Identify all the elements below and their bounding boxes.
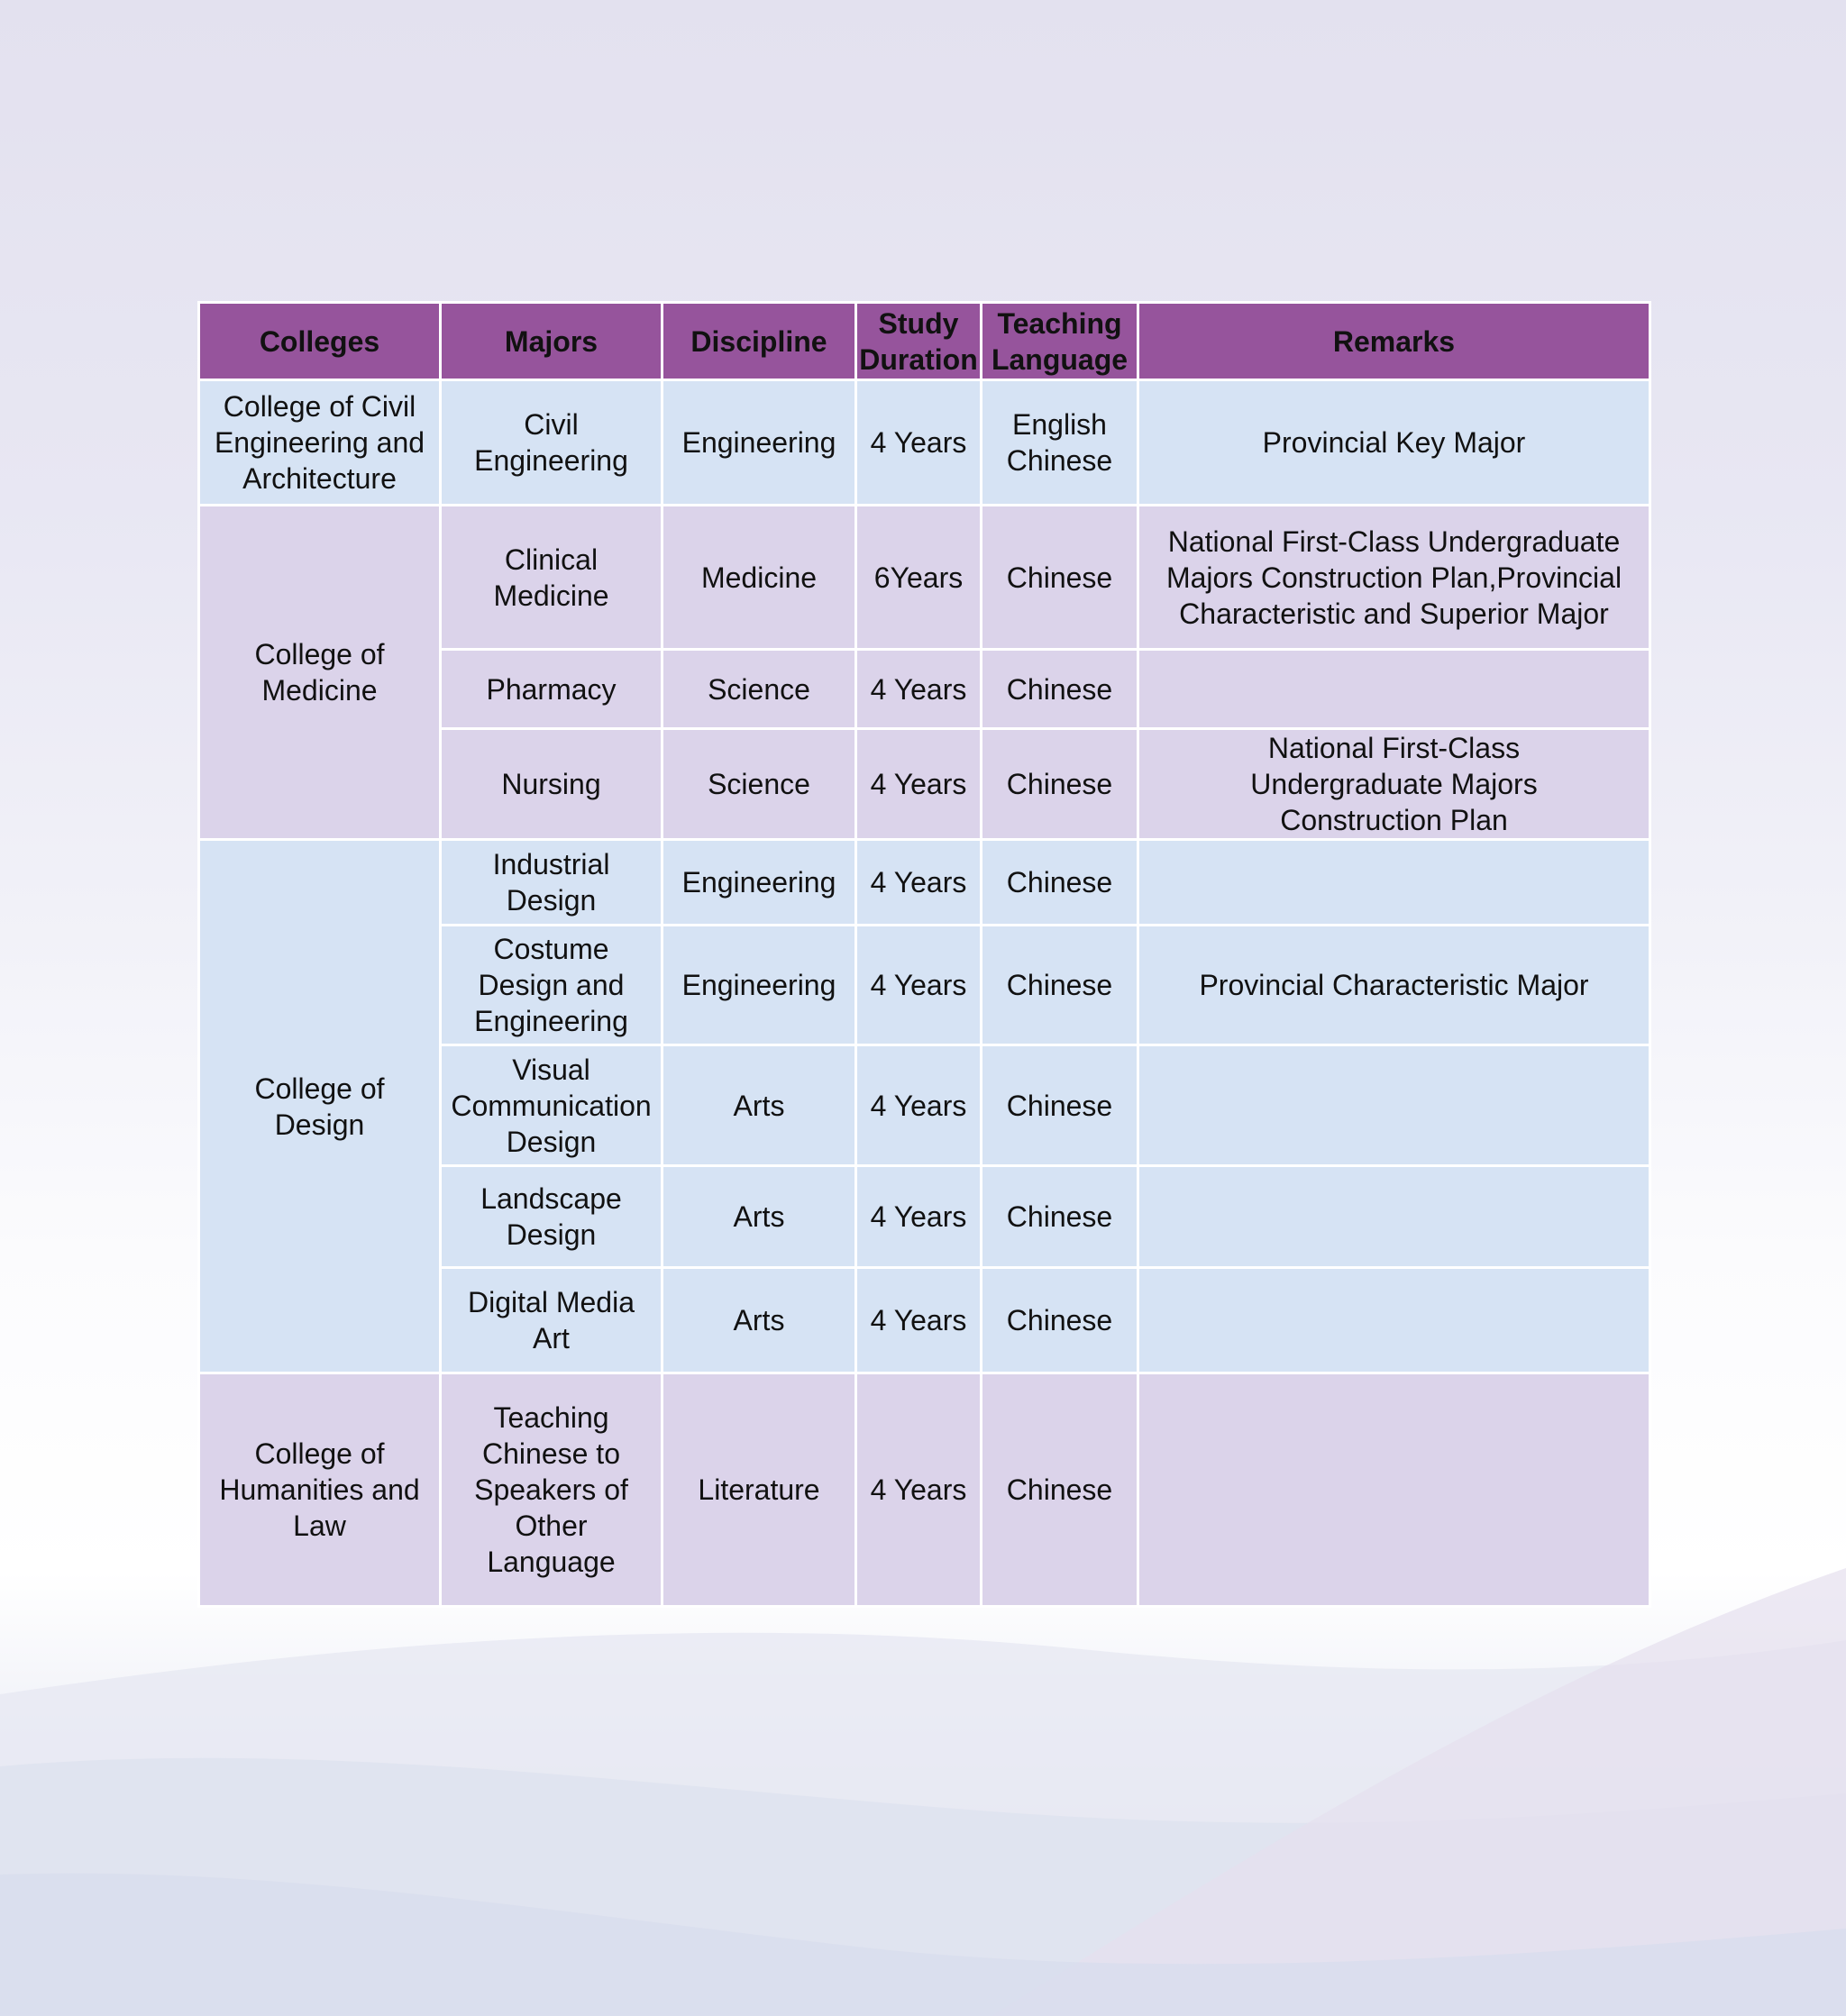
- duration-cell: 4 Years: [856, 840, 982, 926]
- major-cell: Teaching Chinese to Speakers of Other Language: [441, 1373, 663, 1607]
- duration-cell: 4 Years: [856, 380, 982, 506]
- duration-cell: 4 Years: [856, 1166, 982, 1268]
- college-name: College of Medicine: [254, 638, 385, 707]
- language-cell: Chinese: [982, 650, 1138, 729]
- duration-cell: 4 Years: [856, 926, 982, 1045]
- language-cell: Chinese: [982, 926, 1138, 1045]
- major-cell: Costume Design and Engineering: [441, 926, 663, 1045]
- remarks-cell: Provincial Key Major: [1138, 380, 1650, 506]
- remarks-cell: [1138, 1373, 1650, 1607]
- major-cell: Visual Communication Design: [441, 1045, 663, 1166]
- remarks-cell: [1138, 650, 1650, 729]
- major-cell: Civil Engineering: [441, 380, 663, 506]
- majors-table: [197, 301, 1651, 1608]
- college-name: College of Humanities and Law: [219, 1437, 420, 1542]
- college-cell: [199, 506, 441, 840]
- header-study-duration: Study Duration: [856, 303, 982, 380]
- discipline-cell: Science: [663, 650, 856, 729]
- duration-cell: 4 Years: [856, 1268, 982, 1373]
- college-cell: [199, 380, 441, 506]
- duration-cell: 4 Years: [856, 1373, 982, 1607]
- major-cell: Digital Media Art: [441, 1268, 663, 1373]
- discipline-cell: Medicine: [663, 506, 856, 650]
- discipline-cell: Literature: [663, 1373, 856, 1607]
- discipline-cell: Arts: [663, 1045, 856, 1166]
- major-cell: Industrial Design: [441, 840, 663, 926]
- language-cell: Chinese: [982, 506, 1138, 650]
- remarks-cell: Provincial Characteristic Major: [1138, 926, 1650, 1045]
- discipline-cell: Arts: [663, 1166, 856, 1268]
- major-cell: Landscape Design: [441, 1166, 663, 1268]
- remarks-cell: [1138, 1045, 1650, 1166]
- table-row: [199, 1373, 1650, 1607]
- language-cell: English Chinese: [982, 380, 1138, 506]
- language-cell: Chinese: [982, 1268, 1138, 1373]
- remarks-cell: [1138, 1268, 1650, 1373]
- language-cell: Chinese: [982, 840, 1138, 926]
- header-colleges: Colleges: [199, 303, 441, 380]
- language-cell: Chinese: [982, 1045, 1138, 1166]
- remarks-cell: National First-Class Undergraduate Majors Construction Plan: [1138, 729, 1650, 840]
- header-discipline: Discipline: [663, 303, 856, 380]
- table-row: [199, 380, 1650, 506]
- discipline-cell: Engineering: [663, 926, 856, 1045]
- major-cell: Nursing: [441, 729, 663, 840]
- duration-cell: 4 Years: [856, 650, 982, 729]
- header-teaching-language: Teaching Language: [982, 303, 1138, 380]
- language-cell: Chinese: [982, 1166, 1138, 1268]
- discipline-cell: Arts: [663, 1268, 856, 1373]
- duration-cell: 4 Years: [856, 729, 982, 840]
- table-row: [199, 506, 1650, 650]
- discipline-cell: Engineering: [663, 840, 856, 926]
- remarks-cell: [1138, 840, 1650, 926]
- table-row: [199, 840, 1650, 926]
- remarks-cell: National First-Class Undergraduate Majors Construction Plan,Provincial Characteristic and Superior Major: [1138, 506, 1650, 650]
- language-cell: Chinese: [982, 1373, 1138, 1607]
- majors-table-wrapper: [197, 301, 1649, 1608]
- major-cell: Clinical Medicine: [441, 506, 663, 650]
- header-majors: Majors: [441, 303, 663, 380]
- header-remarks: Remarks: [1138, 303, 1650, 380]
- major-cell: Pharmacy: [441, 650, 663, 729]
- college-name: College of Design: [254, 1072, 385, 1141]
- header-row: [199, 303, 1650, 380]
- duration-cell: 4 Years: [856, 1045, 982, 1166]
- college-cell: [199, 840, 441, 1373]
- language-cell: Chinese: [982, 729, 1138, 840]
- duration-cell: 6Years: [856, 506, 982, 650]
- college-cell: [199, 1373, 441, 1607]
- remarks-cell: [1138, 1166, 1650, 1268]
- college-name: College of Civil Engineering and Architecture: [214, 390, 425, 495]
- discipline-cell: Engineering: [663, 380, 856, 506]
- discipline-cell: Science: [663, 729, 856, 840]
